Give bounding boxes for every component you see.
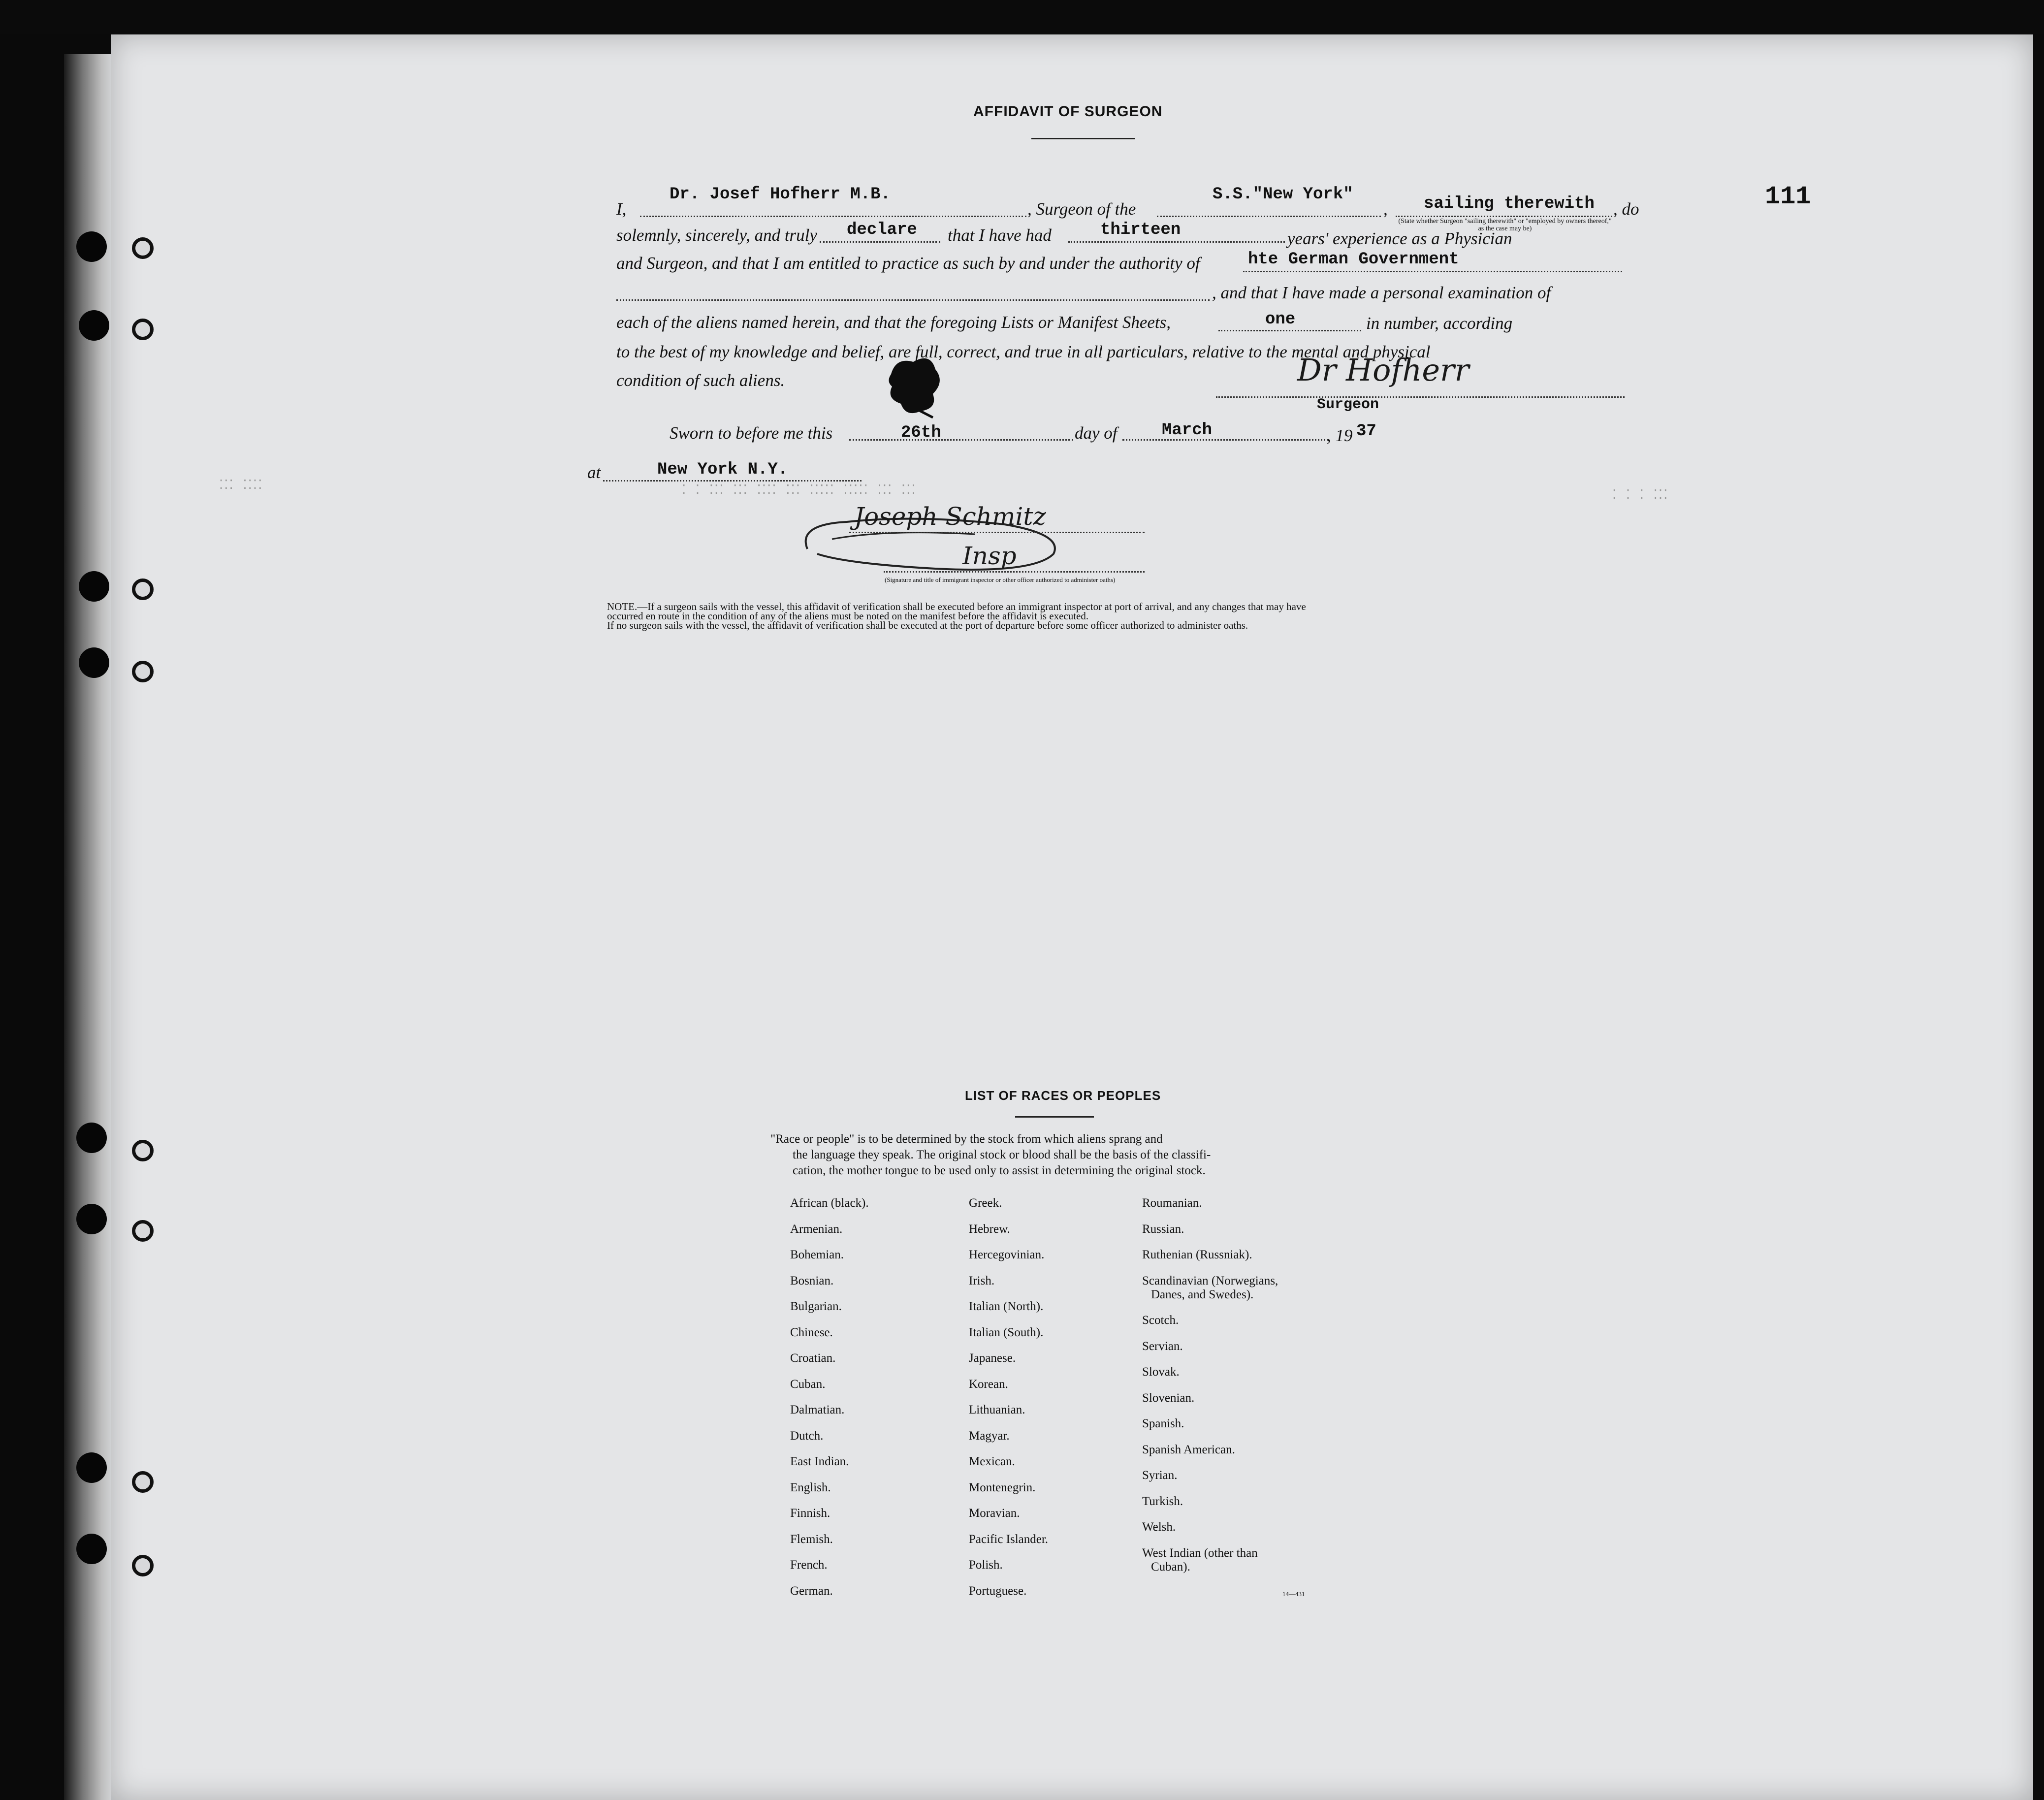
race-item: Moravian. [969, 1507, 1020, 1520]
race-item: Bohemian. [790, 1248, 844, 1261]
inspector-title: Insp [962, 542, 1017, 570]
race-item: Scandinavian (Norwegians, [1142, 1274, 1278, 1287]
authority-line [1243, 271, 1622, 272]
race-item: Turkish. [1142, 1494, 1183, 1508]
races-intro-2: the language they speak. The original stock or blood shall be the basis of the classifi- [793, 1148, 1211, 1161]
punch-hole [132, 1471, 154, 1493]
surgeon-signature-line [1216, 396, 1625, 398]
sworn-month: March [1162, 421, 1213, 440]
form-number: 14—431 [1282, 1590, 1305, 1598]
line5-text-b: in number, according [1366, 314, 1513, 333]
affidavit-prefix: I, [616, 199, 627, 219]
punch-hole [132, 1140, 154, 1161]
race-item: Scotch. [1142, 1314, 1179, 1327]
page-number: 111 [1765, 182, 1811, 211]
line6-text: to the best of my knowledge and belief, are full, correct, and true in all particulars, relative to the mental and physical [616, 342, 1431, 361]
binder-hole [79, 647, 109, 678]
at-label: at [587, 463, 601, 482]
text-do: , do [1613, 199, 1639, 219]
race-item: German. [790, 1584, 833, 1598]
note-line-1: NOTE.—If a surgeon sails with the vessel, this affidavit of verification shall be executed before an immigrant inspector at port of arrival, and any changes that may have [607, 601, 1306, 612]
line4-text: , and that I have made a personal examination of [1212, 283, 1551, 302]
race-item: Cuban). [1151, 1560, 1190, 1574]
authority: hte German Government [1248, 250, 1459, 269]
count-line [1218, 330, 1361, 331]
surgeon-label: Surgeon [1317, 396, 1379, 413]
text-surgeon-of: , Surgeon of the [1027, 199, 1136, 219]
punch-hole [132, 661, 154, 682]
race-item: Dalmatian. [790, 1403, 845, 1416]
race-item: Syrian. [1142, 1469, 1178, 1482]
punch-hole [132, 1555, 154, 1576]
affidavit-title: AFFIDAVIT OF SURGEON [973, 103, 1163, 120]
race-item: Servian. [1142, 1339, 1183, 1353]
binder-hole [76, 1534, 107, 1564]
surgeon-name: Dr. Josef Hofherr M.B. [670, 185, 891, 204]
place-line [603, 480, 862, 482]
bleed-through: ⁚ ⁚ ⁚⁚⁚ ⁚⁚⁚ ⁚⁚⁚⁚ ⁚⁚⁚ ⁚⁚⁚⁚⁚ ⁚⁚⁚⁚⁚ ⁚⁚⁚ ⁚⁚⁚ [682, 483, 917, 498]
race-item: Italian (South). [969, 1325, 1044, 1339]
sheet-count: one [1265, 310, 1296, 329]
race-item: Greek. [969, 1196, 1002, 1210]
sailing-status: sailing therewith [1424, 194, 1595, 213]
race-item: Slovenian. [1142, 1391, 1195, 1405]
line2-text-b: that I have had [948, 225, 1052, 245]
race-item: Mexican. [969, 1455, 1015, 1468]
binder-hole [79, 310, 109, 341]
race-item: Pacific Islander. [969, 1532, 1049, 1546]
years-line [1068, 241, 1285, 243]
race-item: Danes, and Swedes). [1151, 1287, 1254, 1301]
line7-text: condition of such aliens. [616, 371, 785, 390]
race-item: Montenegrin. [969, 1480, 1036, 1494]
line5-text-a: each of the aliens named herein, and that the foregoing Lists or Manifest Sheets, [616, 313, 1171, 332]
race-item: Italian (North). [969, 1300, 1044, 1313]
binder-hole [76, 1123, 107, 1153]
punch-hole [132, 237, 154, 259]
race-item: Finnish. [790, 1507, 830, 1520]
vessel-line [1157, 216, 1381, 217]
race-item: Hebrew. [969, 1222, 1010, 1236]
race-item: Slovak. [1142, 1365, 1180, 1379]
bleed-through: ⁚ ⁚ ⁚ ⁚⁚⁚ [1612, 488, 1669, 503]
bleed-through: ⁚⁚⁚ ⁚⁚⁚⁚ [219, 478, 263, 493]
race-item: Chinese. [790, 1325, 833, 1339]
binder-hole [76, 1452, 107, 1483]
race-item: Hercegovinian. [969, 1248, 1045, 1261]
race-item: Cuban. [790, 1377, 826, 1391]
day-line [849, 439, 1073, 441]
race-item: African (black). [790, 1196, 869, 1210]
declare-verb: declare [847, 221, 917, 239]
race-item: Korean. [969, 1377, 1008, 1391]
punch-hole [132, 579, 154, 600]
race-item: Polish. [969, 1558, 1003, 1572]
year-prefix: , 19 [1327, 426, 1353, 445]
race-item: Bosnian. [790, 1274, 834, 1287]
punch-hole [132, 1220, 154, 1242]
binder-hole [76, 231, 107, 262]
punch-hole [132, 319, 154, 340]
race-item: Portuguese. [969, 1584, 1027, 1598]
races-title: LIST OF RACES OR PEOPLES [965, 1088, 1161, 1103]
note-line-2: occurred en route in the condition of any of the aliens must be noted on the manifest before the affidavit is executed. [607, 610, 1089, 622]
sworn-text-b: day of [1075, 423, 1118, 443]
race-item: Spanish American. [1142, 1443, 1235, 1456]
binder-hole [79, 571, 109, 602]
race-item: Lithuanian. [969, 1403, 1025, 1416]
verb-line [820, 241, 940, 243]
sworn-text-a: Sworn to before me this [670, 423, 833, 443]
surgeon-signature: Dr Hofherr [1297, 352, 1469, 388]
race-item: Ruthenian (Russniak). [1142, 1248, 1252, 1261]
seal-stamp [886, 354, 945, 418]
race-item: Japanese. [969, 1351, 1016, 1365]
line3-text: and Surgeon, and that I am entitled to practice as such by and under the authority of [616, 254, 1200, 273]
month-line [1122, 439, 1329, 441]
manifest-page [111, 34, 2033, 1800]
race-item: Roumanian. [1142, 1196, 1202, 1210]
inspector-title-line [884, 571, 1145, 573]
vessel-name: S.S."New York" [1213, 185, 1353, 204]
sailing-note: (State whether Surgeon "sailing therewith" or "employed by owners thereof," as the case may be) [1398, 218, 1612, 232]
sailing-line [1396, 216, 1612, 217]
race-item: Bulgarian. [790, 1300, 842, 1313]
race-item: Welsh. [1142, 1520, 1176, 1534]
line4-blank [616, 299, 1210, 301]
line2-text-a: solemnly, sincerely, and truly [616, 225, 817, 245]
years-experience: thirteen [1100, 221, 1181, 239]
race-item: Flemish. [790, 1532, 833, 1546]
binder-hole [76, 1204, 107, 1234]
race-item: Dutch. [790, 1429, 824, 1443]
races-intro-1: "Race or people" is to be determined by the stock from which aliens sprang and [770, 1132, 1163, 1146]
race-item: East Indian. [790, 1455, 849, 1468]
line2-text-c: years' experience as a Physician [1287, 229, 1512, 248]
inspector-signature: Joseph Schmitz [854, 502, 1046, 531]
race-item: Croatian. [790, 1351, 836, 1365]
scan-border [0, 0, 2044, 34]
sworn-place: New York N.Y. [657, 460, 788, 479]
note-line-3: If no surgeon sails with the vessel, the affidavit of verification shall be executed at the port of departure before some officer authorized to administer oaths. [607, 619, 1248, 631]
race-item: French. [790, 1558, 828, 1572]
race-item: Armenian. [790, 1222, 843, 1236]
races-intro-3: cation, the mother tongue to be used only to assist in determining the original stock. [793, 1164, 1206, 1177]
race-item: English. [790, 1480, 831, 1494]
race-item: Russian. [1142, 1222, 1184, 1236]
race-item: Magyar. [969, 1429, 1010, 1443]
races-title-underline [1015, 1116, 1094, 1118]
inspector-caption: (Signature and title of immigrant inspector or other officer authorized to administer oaths) [885, 576, 1116, 583]
race-item: Irish. [969, 1274, 995, 1287]
title-underline [1031, 138, 1135, 139]
race-item: Spanish. [1142, 1417, 1184, 1430]
race-item: West Indian (other than [1142, 1546, 1258, 1560]
sworn-day: 26th [901, 423, 941, 442]
year-suffix: 37 [1356, 422, 1376, 441]
surgeon-name-line [640, 216, 1026, 217]
inspector-signature-line [849, 532, 1145, 533]
comma: , [1383, 199, 1388, 219]
